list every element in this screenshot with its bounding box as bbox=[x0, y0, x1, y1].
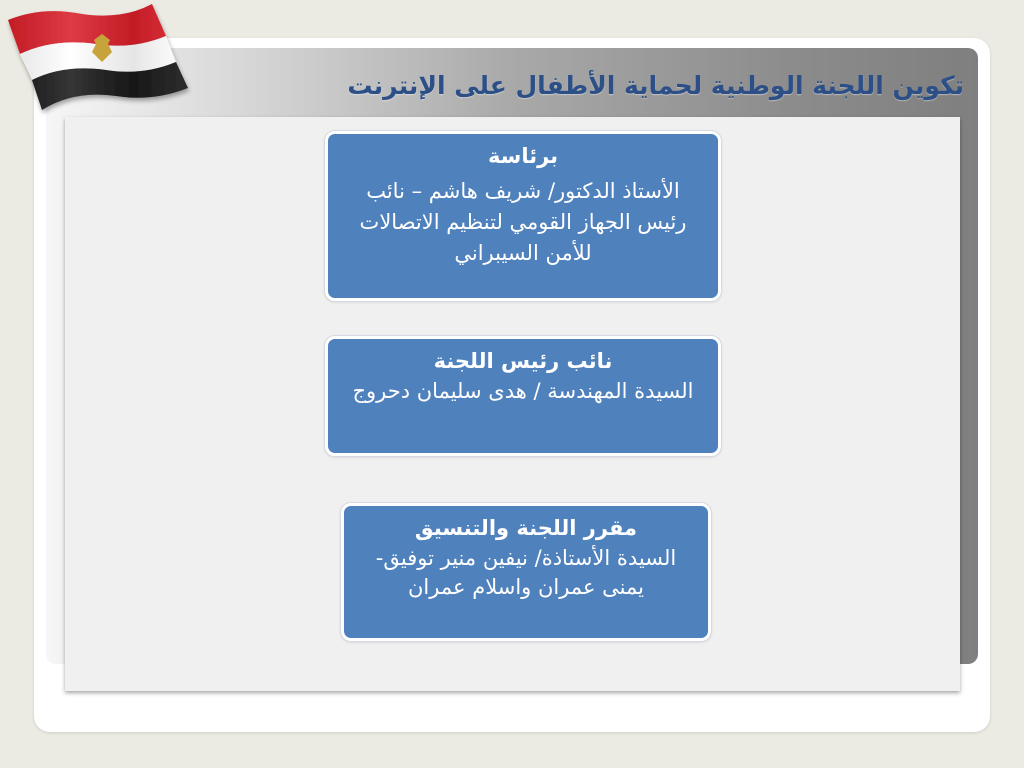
slide-title: تكوين اللجنة الوطنية لحماية الأطفال على الإنترنت bbox=[347, 71, 964, 100]
egypt-flag-icon bbox=[2, 0, 192, 122]
org-box-rapporteur bbox=[341, 503, 711, 641]
rapporteur-title: مقرر اللجنة والتنسيق bbox=[414, 516, 638, 540]
rapporteur-text: السيدة الأستاذة/ نيفين منير توفيق- يمنى عمران واسلام عمران bbox=[375, 546, 677, 599]
org-box-vice-chair bbox=[325, 336, 721, 456]
chair-text: الأستاذ الدكتور/ شريف هاشم – نائب رئيس الجهاز القومي لتنظيم الاتصالات للأمن السيبراني bbox=[359, 179, 687, 265]
chair-title: برئاسة bbox=[487, 144, 559, 168]
vice-chair-title: نائب رئيس اللجنة bbox=[433, 349, 613, 373]
org-box-chair bbox=[325, 131, 721, 301]
vice-chair-text: السيدة المهندسة / هدى سليمان دحروج bbox=[352, 379, 694, 403]
